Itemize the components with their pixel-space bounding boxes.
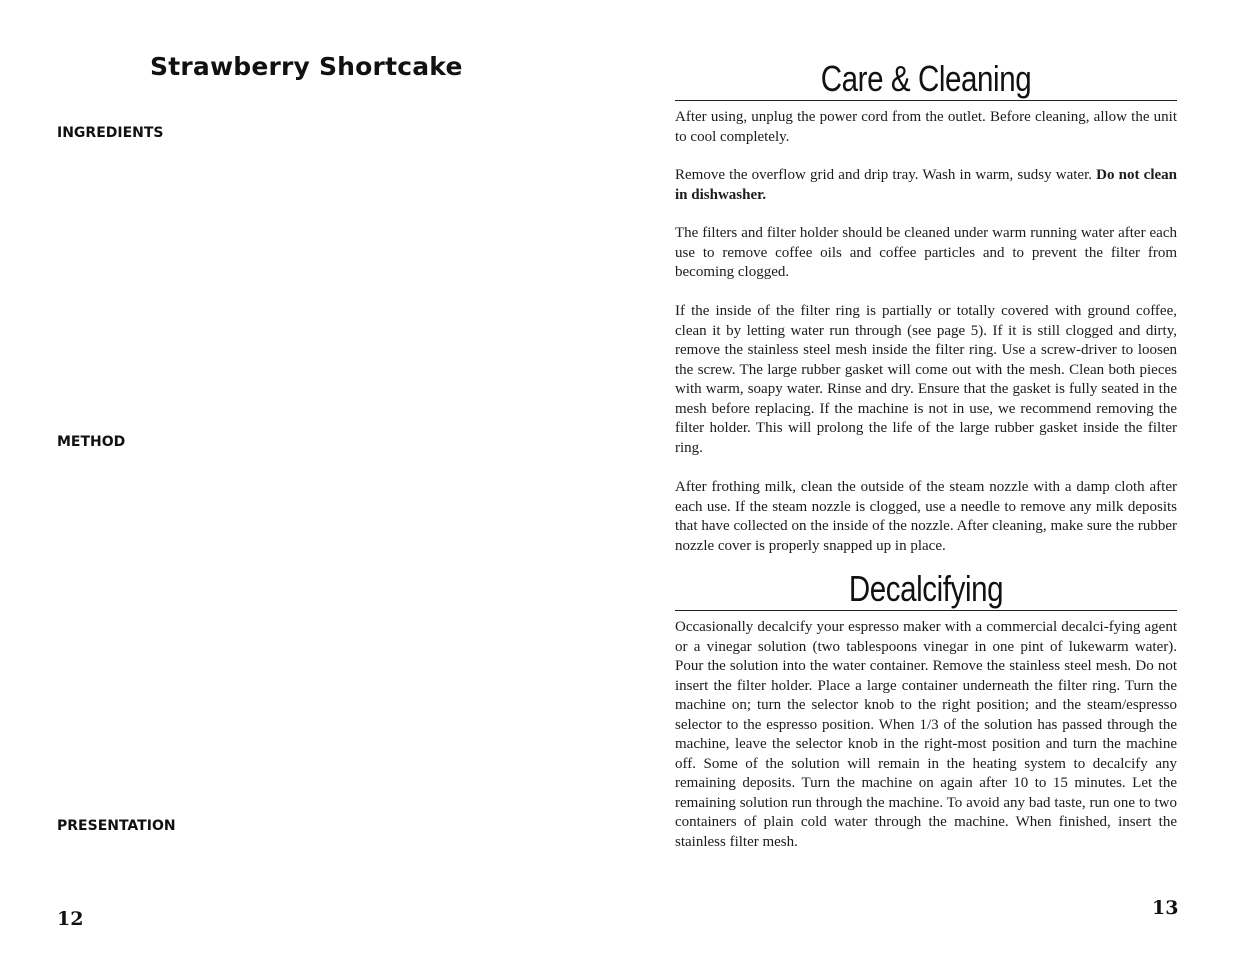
ingredients-label: INGREDIENTS	[57, 125, 164, 141]
care-heading-wrap	[675, 59, 1177, 99]
right-page	[617, 0, 1235, 954]
care-paragraph-3: The filters and filter holder should be cleaned under warm running water after each use to remove coffee oils and coffee particles and to prevent the filter from becoming clogged.	[675, 225, 1177, 280]
recipe-title: Strawberry Shortcake	[150, 52, 463, 81]
presentation-label: PRESENTATION	[57, 818, 176, 834]
page-number-right: 13	[1152, 897, 1179, 919]
method-label: METHOD	[57, 434, 126, 450]
care-paragraph-1: After using, unplug the power cord from the outlet. Before cleaning, allow the unit to cool completely.	[675, 109, 1177, 145]
care-paragraph-5: After frothing milk, clean the outside of the steam nozzle with a damp cloth after each use. If the steam nozzle is clogged, use a needle to remove any milk deposits that have collected on the inside of the nozzle. After cleaning, make sure the rubber nozzle cover is properly snapped up in place.	[675, 479, 1177, 554]
decalc-paragraph: Occasionally decalcify your espresso maker with a commercial decalci-fying agent or a vinegar solution (two tablespoons vinegar in one pint of lukewarm water). Pour the solution into the water container. Remove the stainless steel mesh. Do not insert the filter holder. Place a large container underneath the filter ring. Turn the machine on; turn the selector knob to the right position; and the steam/espresso selector to the espresso position. When 1/3 of the solution has passed through the machine, leave the selector knob in the right-most position and turn the machine off. Some of the solution will remain in the heating system to decalcify any remaining deposits. Turn the machine on again after 10 to 15 minutes. Let the remaining solution run through the machine. To avoid any bad taste, run one to two containers of plain cold water through the machine. When finished, insert the stainless filter mesh.	[675, 619, 1177, 850]
decalc-heading-wrap	[675, 569, 1177, 609]
page-number-left: 12	[57, 908, 84, 930]
care-cleaning-heading: Care & Cleaning	[820, 58, 1032, 99]
decalcifying-heading: Decalcifying	[848, 568, 1004, 609]
decalc-heading-rule	[675, 610, 1177, 611]
care-heading-rule	[675, 100, 1177, 101]
care-paragraph-2-text: Remove the overflow grid and drip tray. Wash in warm, sudsy water.	[675, 167, 1097, 183]
left-page	[0, 0, 617, 954]
care-paragraph-2	[675, 166, 1177, 205]
dishwasher-warning: Do not clean in dishwasher.	[675, 167, 1177, 203]
care-paragraph-4: If the inside of the filter ring is partially or totally covered with ground coffee, clean it by letting water run through (see page 5). If it is still clogged and dirty, remove the stainless steel mesh inside the filter ring. Use a screw-driver to loosen the screw. The large rubber gasket will come out with the mesh. Clean both pieces with warm, soapy water. Rinse and dry. Ensure that the gasket is fully seated in the mesh before replacing. If the machine is not in use, we recommend removing the filter holder. This will prolong the life of the large rubber gasket inside the filter ring.	[675, 303, 1177, 456]
